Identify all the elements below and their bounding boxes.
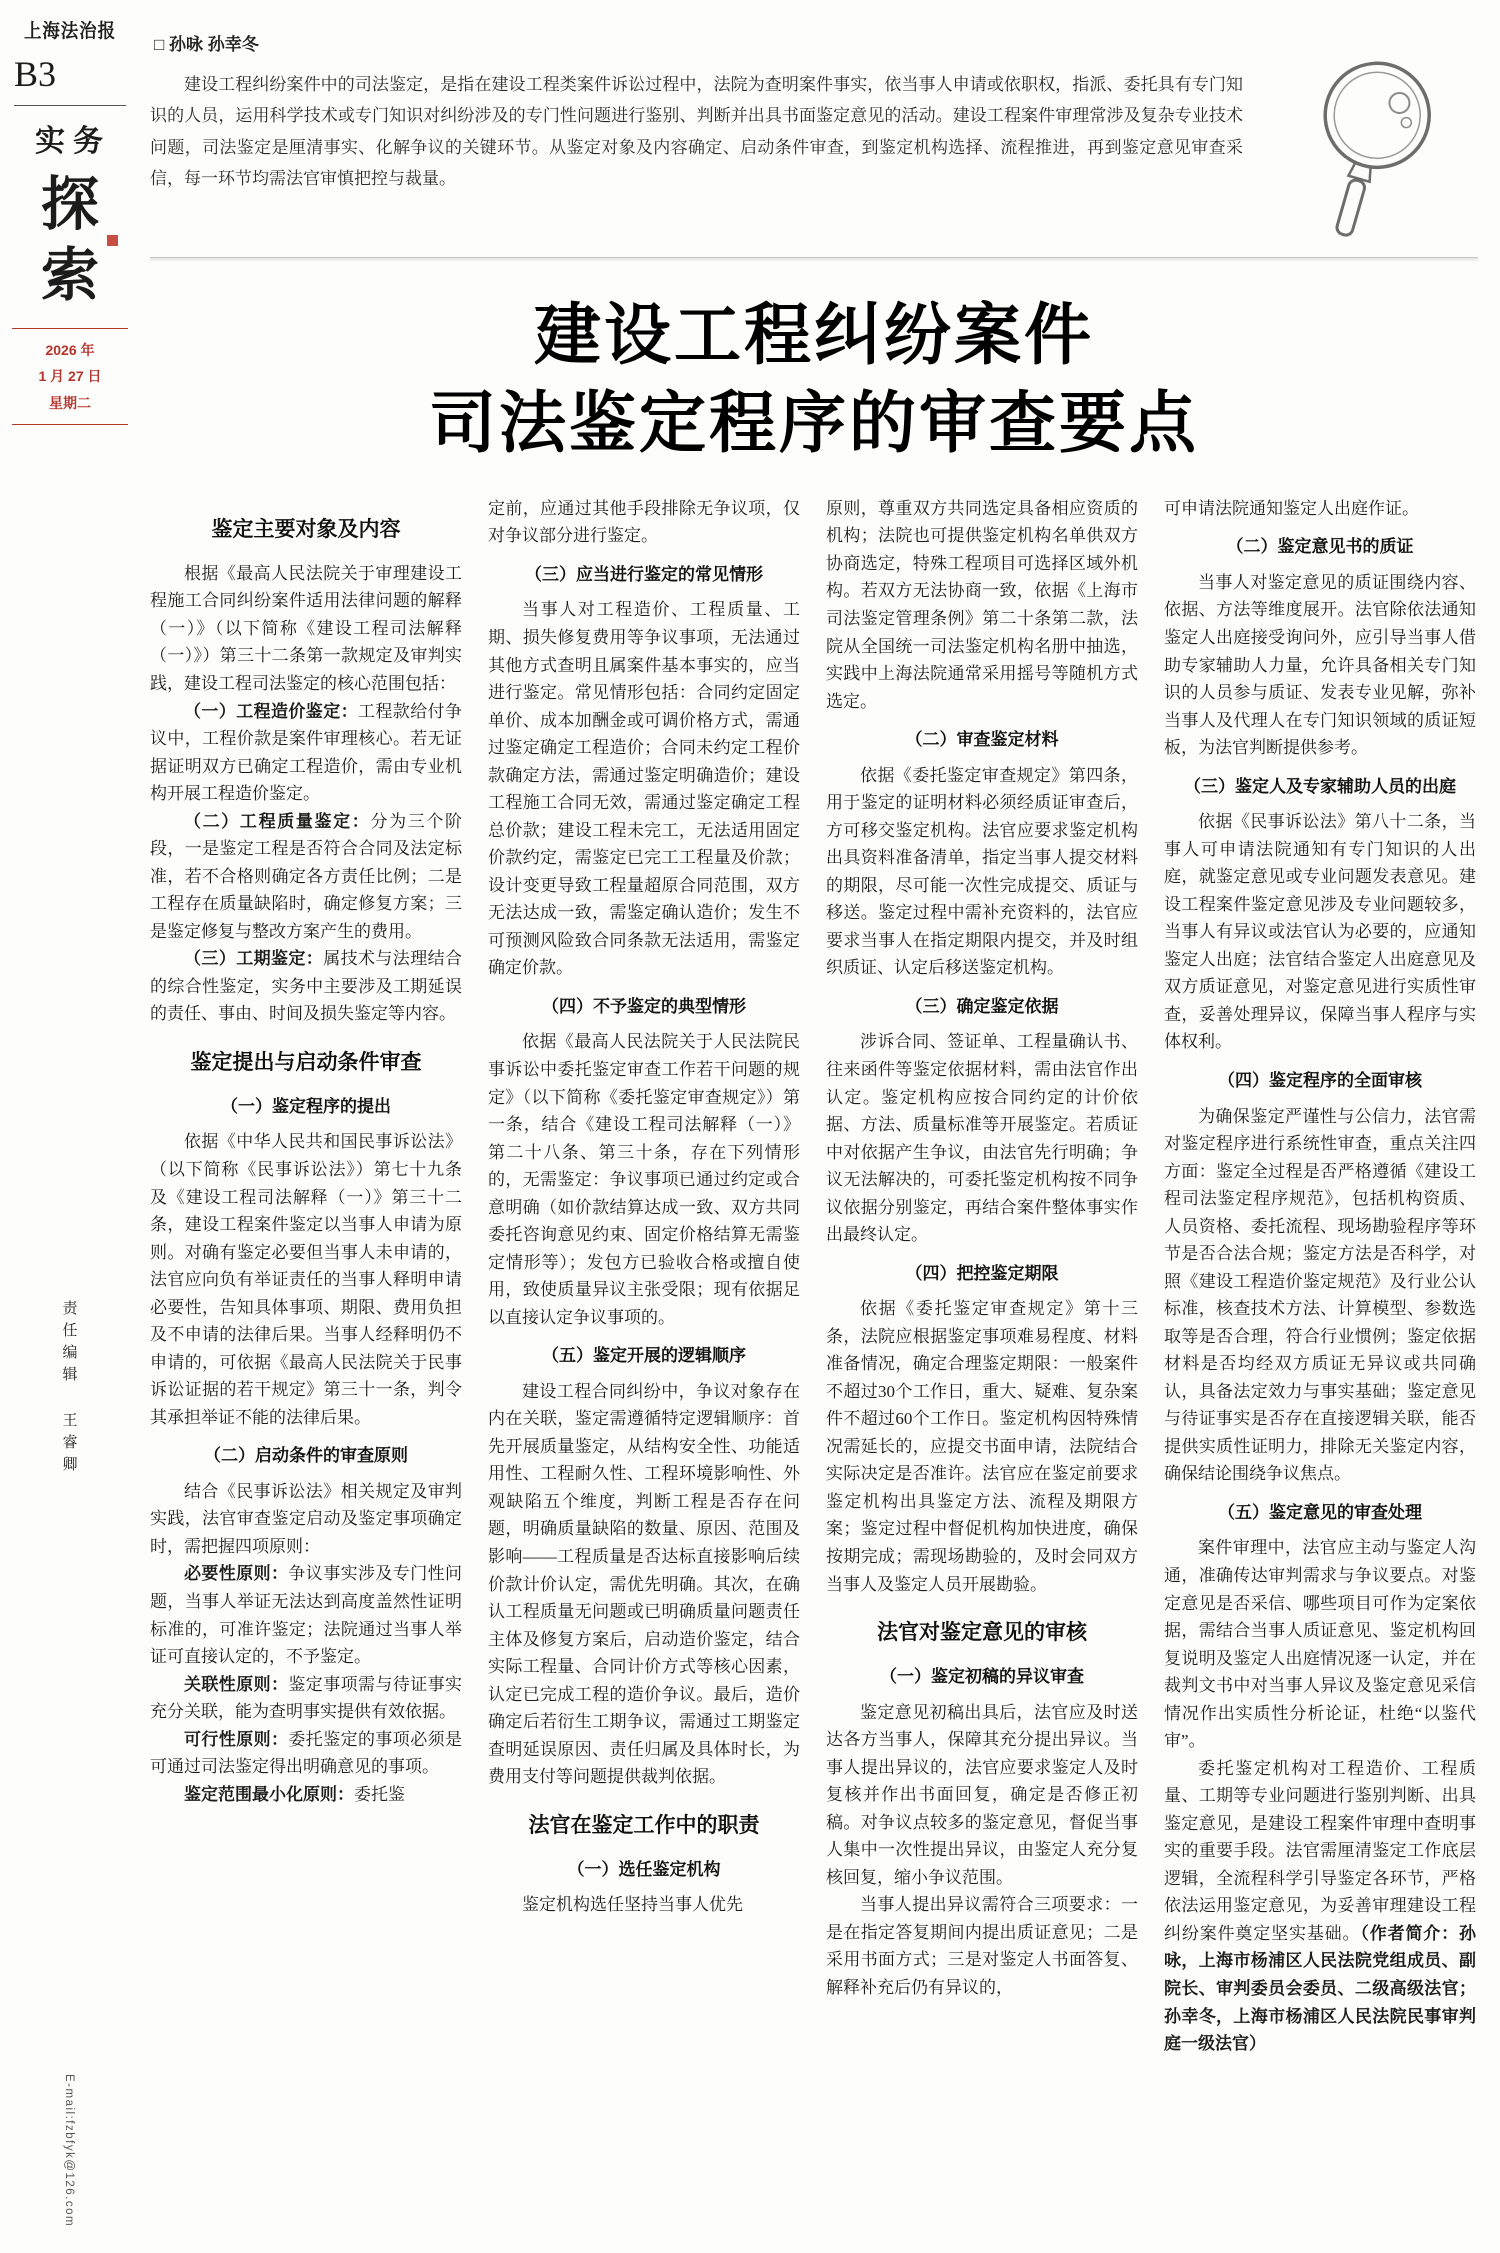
date-year: 2026 年 <box>45 341 95 358</box>
sub-heading: （四）鉴定程序的全面审核 <box>1218 1070 1422 1090</box>
sub-heading: （三）鉴定人及专家辅助人员的出庭 <box>1184 776 1456 796</box>
sub-heading: （三）确定鉴定依据 <box>905 996 1059 1016</box>
sub-heading: （一）鉴定初稿的异议审查 <box>880 1667 1084 1687</box>
body-paragraph: 为确保鉴定严谨性与公信力，法官需对鉴定程序进行系统性审查，重点关注四方面：鉴定全过程是否严格遵循《建设工程司法鉴定程序规范》，包括机构资质、人员资格、委托流程、现场勘验程序等环节是否合法合规；鉴定方法是否科学，对照《建设工程造价鉴定规范》及行业公认标准，核查技术方法、计算模型、参数选取等是否合理，符合行业惯例；鉴定依据材料是否均经双方质证无异议或共同确认，具备法定效力与事实基础；鉴定意见与待证事实是否存在直接逻辑关联，能否提供实质性证明力，排除无关鉴定内容，确保结论围绕争议焦点。 <box>1164 1106 1476 1484</box>
body-paragraph: 结合《民事诉讼法》相关规定及审判实践，法官审查鉴定启动及鉴定事项确定时，需把握四项原则： <box>150 1481 462 1556</box>
body-paragraph: 当事人对工程造价、工程质量、工期、损失修复费用等争议事项，无法通过其他方式查明且属案件基本事实的，应当进行鉴定。常见情形包括：合同约定固定单价、成本加酬金或可调价格方式，需通过鉴定确定工程造价；合同未约定工程价款确定方法，需通过鉴定明确造价；建设工程施工合同无效，需通过鉴定确定工程总价款；建设工程未完工，无法适用固定价款约定，需鉴定已完工工程量及价款；设计变更导致工程量超原合同范围，双方无法达成一致，需鉴定确认造价；发生不可预测风险致合同条款无法适用，需鉴定确定价款。 <box>488 600 800 978</box>
page-number: B3 <box>14 54 57 94</box>
body-paragraph: （二）工程质量鉴定：分为三个阶段，一是鉴定工程是否符合合同及法定标准，若不合格则确定各方责任比例；二是工程存在质量缺陷时，确定修复方案；三是鉴定修复与整改方案产生的费用。 <box>150 811 463 941</box>
body-paragraph: 依据《最高人民法院关于人民法院民事诉讼中委托鉴定审查工作若干问题的规定》（以下简称《委托鉴定审查规定》）第一条，结合《建设工程司法解释（一）》第二十八条、第三十条，存在下列情形的，无需鉴定：争议事项已通过约定或合意明确（如价款结算达成一致、双方共同委托咨询意见约束、固定价格结算无需鉴定情形等）；发包方已验收合格或擅自使用，致使质量异议主张受限；现有依据足以直接认定争议事项的。 <box>488 1032 800 1327</box>
headline <box>150 292 1478 469</box>
body-paragraph: 依据《委托鉴定审查规定》第四条，用于鉴定的证明材料必须经质证审查后，方可移交鉴定机构。法官应要求鉴定机构出具资料准备清单，指定当事人提交材料的期限，尽可能一次性完成提交、质证与移送。鉴定过程中需补充资料的，法官应要求当事人在指定期限内提交，并及时组织质证、认定后移送鉴定机构。 <box>826 765 1138 978</box>
sub-heading: （五）鉴定意见的审查处理 <box>1218 1502 1422 1522</box>
sub-heading: （二）启动条件的审查原则 <box>204 1446 408 1466</box>
body-paragraph: 关联性原则：鉴定事项需与待证事实充分关联，能为查明事实提供有效依据。 <box>150 1674 463 1722</box>
headline-line1: 建设工程纠纷案件 <box>534 299 1094 373</box>
body-paragraph: 当事人提出异议需符合三项要求：一是在指定答复期间内提出质证意见；二是采用书面方式；三是对鉴定人书面答复、解释补充后仍有异议的， <box>826 1895 1138 1997</box>
sub-heading: （二）鉴定意见书的质证 <box>1226 537 1414 557</box>
section-label: 实务 <box>35 125 111 158</box>
section-heading: 鉴定主要对象及内容 <box>211 517 401 541</box>
body-paragraph: 鉴定意见初稿出具后，法官应及时送达各方当事人，保障其充分提出异议。当事人提出异议的，法官应要求鉴定人及时复核并作出书面回复，确定是否修正初稿。对争议点较多的鉴定意见，督促当事人集中一次性提出异议，由鉴定人充分复核回复，缩小争议范围。 <box>826 1702 1138 1887</box>
body-paragraph: 鉴定范围最小化原则：委托鉴 <box>184 1784 405 1804</box>
sub-heading: （四）把控鉴定期限 <box>905 1263 1059 1283</box>
sidebar <box>0 0 138 2253</box>
body-paragraph: 建设工程合同纠纷中，争议对象存在内在关联，鉴定需遵循特定逻辑顺序：首先开展质量鉴定，从结构安全性、功能适用性、工程耐久性、工程环境影响性、外观缺陷五个维度，判断工程是否存在问题，明确质量缺陷的数量、原因、范围及影响——工程质量是否达标直接影响后续价款计价认定，需优先明确。其次，在确认工程质量无问题或已明确质量问题责任主体及修复方案后，启动造价鉴定，结合实际工程量、合同计价方式等核心因素，认定已完成工程的造价争议。最后，造价确定后若衍生工期争议，需通过工期鉴定查明延误原因、责任归属及具体时长，为费用支付等问题提供裁判依据。 <box>488 1381 800 1787</box>
lede-section <box>150 69 1478 241</box>
body-paragraph: 原则，尊重双方共同选定具备相应资质的机构；法院也可提供鉴定机构名单供双方协商选定，特殊工程项目可选择区域外机构。若双方无法协商一致，依据《上海市司法鉴定管理条例》第二十条第二款，法院从全国统一司法鉴定机构名册中抽选，实践中上海法院通常采用摇号等随机方式选定。 <box>826 498 1138 711</box>
red-seal-icon <box>107 235 118 246</box>
text-column-3 <box>826 495 1138 2225</box>
text-column-2 <box>488 495 800 2225</box>
text-column-4 <box>1164 495 1476 2225</box>
body-paragraph: 鉴定机构选任坚持当事人优先 <box>522 1895 743 1915</box>
magnifier-icon <box>1290 53 1460 253</box>
sub-heading: （一）选任鉴定机构 <box>567 1859 721 1879</box>
header-divider <box>150 257 1478 262</box>
body-paragraph: 可申请法院通知鉴定人出庭作证。 <box>1164 498 1419 518</box>
body-paragraph: （三）工期鉴定：属技术与法理结合的综合性鉴定，实务中主要涉及工期延误的责任、事由、时间及损失鉴定等内容。 <box>150 949 463 1024</box>
body-paragraph: 依据《委托鉴定审查规定》第十三条，法院应根据鉴定事项难易程度、材料准备情况，确定合理鉴定期限：一般案件不超过30个工作日，重大、疑难、复杂案件不超过60个工作日。鉴定机构因特殊情况需延长的，应提交书面申请，法院结合实际决定是否准许。法官应在鉴定前要求鉴定机构出具鉴定方法、流程及期限方案；鉴定过程中督促机构加快进度，确保按期完成；需现场勘验的，及时会同双方当事人及鉴定人员开展勘验。 <box>826 1299 1138 1594</box>
headline-line2: 司法鉴定程序的审查要点 <box>429 387 1199 462</box>
masthead-logo: 上海法治报 <box>23 21 116 42</box>
sub-heading: （二）审查鉴定材料 <box>905 730 1059 750</box>
body-paragraph: 当事人对鉴定意见的质证围绕内容、依据、方法等维度展开。法官除依法通知鉴定人出庭接受询问外，应引导当事人借助专家辅助人力量，允许具备相关专门知识的人员参与质证、发表专业见解，弥补当事人及代理人在专门知识领域的质证短板，为法官判断提供参考。 <box>1164 572 1476 758</box>
sub-heading: （三）应当进行鉴定的常见情形 <box>525 564 763 584</box>
sub-heading: （四）不予鉴定的典型情形 <box>542 996 746 1016</box>
sidebar-divider <box>14 105 126 106</box>
calligraphy-char: 索 <box>40 242 99 308</box>
calligraphy-char: 探 <box>40 172 99 237</box>
body-paragraph: 案件审理中，法官应主动与鉴定人沟通，准确传达审判需求与争议要点。对鉴定意见是否采信、哪些项目可作为定案依据，需结合当事人质证意见、鉴定机构回复说明及鉴定人出庭情况逐一认定，并在裁判文书中对当事人异议及鉴定意见采信情况作出实质性分析论证，杜绝“以鉴代审”。 <box>1164 1538 1476 1751</box>
body-paragraph: 涉诉合同、签证单、工程量确认书、往来函件等鉴定依据材料，需由法官作出认定。鉴定机构应按合同约定的计价依据、方法、质量标准等开展鉴定。若质证中对依据产生争议，由法官先行明确；争议无法解决的，可委托鉴定机构按不同争议依据分别鉴定，再结合案件整体事实作出最终认定。 <box>826 1032 1138 1245</box>
section-heading: 法官在鉴定工作中的职责 <box>528 1813 760 1837</box>
body-paragraph: 依据《中华人民共和国民事诉讼法》（以下简称《民事诉讼法》）第七十九条及《建设工程司法解释（一）》第三十二条，建设工程案件鉴定以当事人申请为原则。对确有鉴定必要但当事人未申请的，法官应向负有举证责任的当事人释明申请必要性，告知具体事项、期限、费用负担及不申请的法律后果。当事人经释明仍不申请的，可依据《最高人民法院关于民事诉讼证据的若干规定》第三十一条，判令其承担举证不能的法律后果。 <box>150 1132 462 1427</box>
section-heading: 鉴定提出与启动条件审查 <box>190 1050 422 1074</box>
sub-heading: （五）鉴定开展的逻辑顺序 <box>542 1346 746 1366</box>
section-heading: 法官对鉴定意见的审核 <box>877 1621 1087 1645</box>
body-paragraph: 委托鉴定机构对工程造价、工程质量、工期等专业问题进行鉴别判断、出具鉴定意见，是建设工程案件审理中查明事实的重要手段。法官需厘清鉴定工作底层逻辑，全流程科学引导鉴定各环节，严格依法运用鉴定意见，为妥善审理建设工程纠纷案件奠定坚实基础。（作者简介：孙咏，上海市杨浦区人民法院党组成员、副院长、审判委员会委员、二级高级法官；孙幸冬，上海市杨浦区人民法院民事审判庭一级法官） <box>1164 1758 1476 2054</box>
editor-credit: 责任编辑 王睿卿 <box>60 1300 78 1478</box>
date-weekday: 星期二 <box>49 394 91 411</box>
article-columns <box>150 495 1476 2225</box>
byline: □ 孙咏 孙幸冬 <box>154 35 259 54</box>
email-credit: E-mail:fzbfyk@126.com <box>63 2073 75 2227</box>
date-day: 1 月 27 日 <box>38 368 102 385</box>
body-paragraph: 根据《最高人民法院关于审理建设工程施工合同纠纷案件适用法律问题的解释（一）》（以下简称《建设工程司法解释（一）》）第三十二条第一款规定及审判实践，建设工程司法鉴定的核心范围包括： <box>150 563 462 694</box>
lede-paragraph: 建设工程纠纷案件中的司法鉴定，是指在建设工程类案件诉讼过程中，法院为查明案件事实，依当事人申请或依职权，指派、委托具有专门知识的人员，运用科学技术或专门知识对纠纷涉及的专门性问题进行鉴别、判断并出具书面鉴定意见的活动。建设工程案件审理常涉及复杂专业技术问题，司法鉴定是厘清事实、化解争议的关键环节。从鉴定对象及内容确定、启动条件审查，到鉴定机构选择、流程推进，再到鉴定意见审查采信，每一环节均需法官审慎把控与裁量。 <box>150 75 1243 189</box>
text-column-1 <box>150 495 462 2225</box>
column-title-calligraphy <box>12 170 128 312</box>
main-content <box>150 0 1478 2253</box>
body-paragraph: 必要性原则：争议事实涉及专门性问题，当事人举证无法达到高度盖然性证明标准的，可准许鉴定；法院通过当事人举证可直接认定的，不予鉴定。 <box>150 1564 463 1667</box>
body-paragraph: 可行性原则：委托鉴定的事项必须是可通过司法鉴定得出明确意见的事项。 <box>150 1729 463 1777</box>
body-paragraph: （一）工程造价鉴定：工程款给付争议中，工程价款是案件审理核心。若无证据证明双方已确定工程造价，需由专业机构开展工程造价鉴定。 <box>150 701 462 804</box>
date-block <box>12 328 128 426</box>
sub-heading: （一）鉴定程序的提出 <box>221 1096 391 1116</box>
body-paragraph: 定前，应通过其他手段排除无争议项，仅对争议部分进行鉴定。 <box>488 498 800 546</box>
body-paragraph: 依据《民事诉讼法》第八十二条，当事人可申请法院通知有专门知识的人出庭，就鉴定意见或专业问题发表意见。建设工程案件鉴定意见涉及专业问题较多，当事人有异议或法官认为必要的，应通知鉴定人出庭；法官结合鉴定人出庭意见及双方质证意见，对鉴定意见进行实质性审查，妥善处理异议，保障当事人程序与实体权利。 <box>1164 812 1476 1052</box>
